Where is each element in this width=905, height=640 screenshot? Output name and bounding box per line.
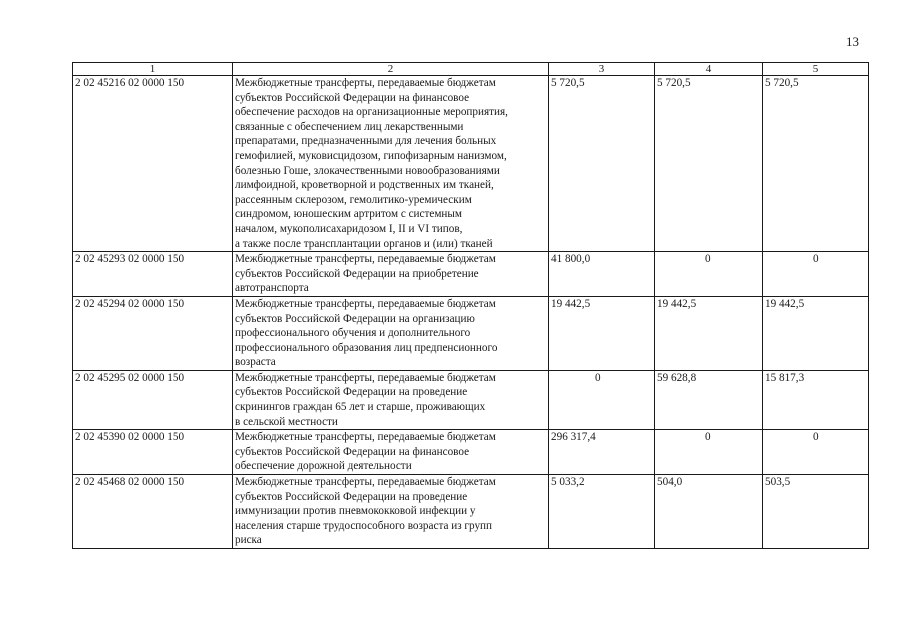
description-line: автотранспорта [235, 282, 309, 295]
amount-cell-col-4: 5 720,5 [655, 76, 763, 252]
description-cell [233, 475, 549, 549]
amount-cell-col-3: 0 [549, 370, 655, 429]
amount-cell-col-4: 19 442,5 [655, 296, 763, 370]
budget-code-cell: 2 02 45390 02 0000 150 [73, 430, 233, 475]
description-line: иммунизации против пневмококковой инфекции у [235, 505, 476, 518]
description-line: связанные с обеспечением лиц лекарственными [235, 120, 464, 133]
description-line: болезнью Гоше, злокачественными новообразованиями [235, 164, 500, 177]
description-line: профессионального образования лиц предпенсионного [235, 341, 498, 354]
description-line: Межбюджетные трансферты, передаваемые бюджетам [235, 297, 496, 310]
description-line: Межбюджетные трансферты, передаваемые бюджетам [235, 77, 496, 89]
amount-cell-col-5: 15 817,3 [763, 370, 869, 429]
description-cell [233, 76, 549, 252]
amount-cell-col-5: 0 [763, 252, 869, 297]
description-line: субъектов Российской Федерации на финансовое [235, 445, 470, 458]
amount-cell-col-3: 5 033,2 [549, 475, 655, 549]
budget-code-cell: 2 02 45295 02 0000 150 [73, 370, 233, 429]
budget-code-cell: 2 02 45468 02 0000 150 [73, 475, 233, 549]
table-row [73, 76, 869, 252]
header-col-1: 1 [73, 63, 233, 76]
description-line: в сельской местности [235, 415, 338, 428]
header-col-4: 4 [655, 63, 763, 76]
amount-cell-col-5: 0 [763, 430, 869, 475]
description-line: препаратами, предназначенными для лечения больных [235, 135, 497, 148]
amount-cell-col-3: 5 720,5 [549, 76, 655, 252]
description-line: Межбюджетные трансферты, передаваемые бюджетам [235, 476, 496, 489]
table-row [73, 370, 869, 429]
description-line: риска [235, 534, 262, 547]
amount-cell-col-3: 19 442,5 [549, 296, 655, 370]
description-cell [233, 252, 549, 297]
description-line: возраста [235, 356, 276, 369]
description-line: а также после трансплантации органов и (или) тканей [235, 237, 493, 250]
amount-cell-col-5: 19 442,5 [763, 296, 869, 370]
amount-cell-col-4: 0 [655, 252, 763, 297]
description-line: субъектов Российской Федерации на проведение [235, 490, 468, 503]
budget-code-cell: 2 02 45293 02 0000 150 [73, 252, 233, 297]
description-line: обеспечение расходов на организационные мероприятия, [235, 106, 508, 119]
budget-table [72, 62, 869, 549]
description-line: гемофилией, муковисцидозом, гипофизарным нанизмом, [235, 149, 507, 162]
amount-cell-col-5: 5 720,5 [763, 76, 869, 252]
description-line: началом, мукополисахаридозом I, II и VI типов, [235, 222, 463, 235]
amount-cell-col-3: 41 800,0 [549, 252, 655, 297]
description-line: профессионального обучения и дополнительного [235, 327, 471, 340]
amount-cell-col-4: 0 [655, 430, 763, 475]
amount-cell-col-4: 504,0 [655, 475, 763, 549]
table-row [73, 430, 869, 475]
description-line: лимфоидной, кроветворной и родственных им тканей, [235, 179, 494, 192]
header-col-3: 3 [549, 63, 655, 76]
description-line: субъектов Российской Федерации на проведение [235, 386, 468, 399]
budget-code-cell: 2 02 45294 02 0000 150 [73, 296, 233, 370]
table-body [73, 76, 869, 549]
amount-cell-col-4: 59 628,8 [655, 370, 763, 429]
budget-code-cell: 2 02 45216 02 0000 150 [73, 76, 233, 252]
description-line: Межбюджетные трансферты, передаваемые бюджетам [235, 431, 496, 444]
header-row [73, 63, 869, 76]
description-line: субъектов Российской Федерации на приобретение [235, 267, 479, 280]
description-line: синдромом, юношеским артритом с системным [235, 208, 463, 221]
description-line: обеспечение дорожной деятельности [235, 460, 412, 473]
page-number: 13 [846, 34, 859, 49]
description-line: скринингов граждан 65 лет и старше, проживающих [235, 401, 486, 414]
description-cell [233, 430, 549, 475]
description-line: рассеянным склерозом, гемолитико-уремическим [235, 193, 472, 206]
description-line: Межбюджетные трансферты, передаваемые бюджетам [235, 253, 496, 266]
table-row [73, 252, 869, 297]
header-col-2: 2 [233, 63, 549, 76]
description-line: субъектов Российской Федерации на финансовое [235, 91, 470, 104]
description-line: населения старше трудоспособного возраста из групп [235, 519, 493, 532]
header-col-5: 5 [763, 63, 869, 76]
table-row [73, 296, 869, 370]
amount-cell-col-3: 296 317,4 [549, 430, 655, 475]
amount-cell-col-5: 503,5 [763, 475, 869, 549]
description-line: Межбюджетные трансферты, передаваемые бюджетам [235, 371, 496, 384]
table-row [73, 475, 869, 549]
description-line: субъектов Российской Федерации на организацию [235, 312, 475, 325]
description-cell [233, 370, 549, 429]
description-cell [233, 296, 549, 370]
